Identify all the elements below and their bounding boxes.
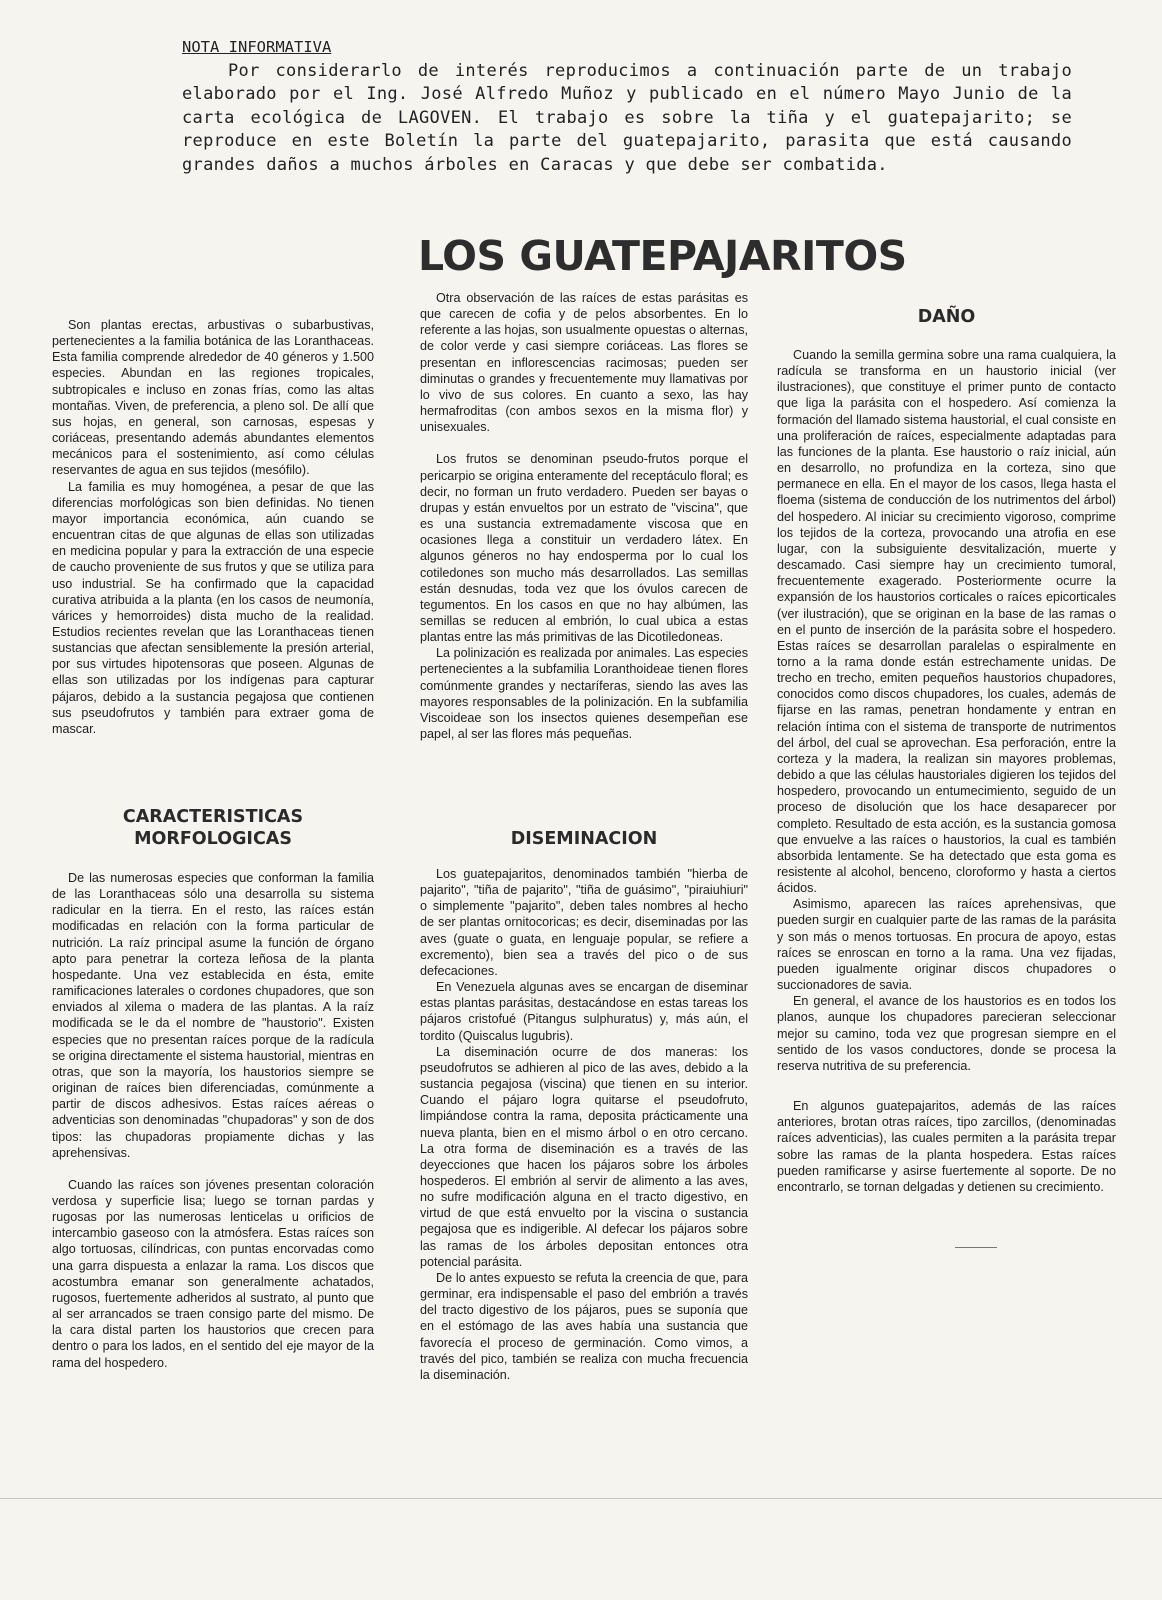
col2-disem-paragraph-2: En Venezuela algunas aves se encargan de diseminar estas plantas parásitas, destacándose en estas tareas los pájaros cristofué (Pitangus sulphuratus) y, más aún, el tordito (Quiscalus lugubris).	[420, 980, 748, 1043]
col3-paragraph-2: Asimismo, aparecen las raíces aprehensivas, que pueden surgir en cualquier parte de las ramas de la parásita y son más o menos tortuosas. En procura de apoyo, estas raíces se enroscan en torno a la rama. Una vez fijadas, pueden igualmente originar discos chupadores o succionadores de savia.	[777, 897, 1116, 993]
column-2-upper	[420, 290, 748, 742]
col3-paragraph-1: Cuando la semilla germina sobre una rama cualquiera, la radícula se transforma en un haustorio inicial (ver ilustraciones), que constituye el primer punto de contacto que liga la parásita con el hospedero. Así comienza la formación del llamado sistema haustorial, el cual consiste en una proliferación de raíces, especialmente adaptadas para las funciones de la planta. Ese haustorio o raíz inicial, aún en desarrollo, no profundiza en la corteza, sino que permanece en ella. En el mayor de los casos, llega hasta el floema (sistema de conducción de los nutrimentos del árbol) del hospedero. Al iniciar su crecimiento vigoroso, comprime los tejidos de la corteza, provocando una atrofia en ese lugar, con la subsiguiente desvitalización, muerte y descamado. Casi siempre hay un crecimiento tumoral, frecuentemente exagerado. Posteriormente ocurre la expansión de los haustorios corticales o raíces epicorticales (ver ilustración), que se originan en la base de las ramas o en el punto de inserción de la parásita sobre el hospedero. Estas raíces se desarrollan paralelas o espiralmente en torno a la rama donde están estrechamente unidas. De trecho en trecho, emiten pequeños haustorios chupadores, conocidos como discos chupadores, los cuales, además de fijarse en las ramas, penetran hondamente y entran en relación íntima con el sistema de transporte de nutrimentos del árbol, del cual se aprovechan. Esa perforación, entre la corteza y la madera, la realizan sin mayores problemas, debido a que las células haustoriales digieren los tejidos del hospedero, provocando un entumecimiento, seguido de un proceso de disolución que los hace desaparecer por completo. Resultado de esta acción, es la sustancia gomosa que envuelve a las raíces o haustorios, la cual es también absorbida lentamente. Se ha detectado que esta goma es resistente al alcohol, benceno, cloroformo y hasta a ciertos ácidos.	[777, 348, 1116, 896]
caracteristicas-heading-line-2: MORFOLOGICAS	[134, 829, 292, 849]
col1-intro-paragraph-2: La familia es muy homogénea, a pesar de que las diferencias morfológicas son bien definidas. No tienen mayor importancia económica, aún cuando se encuentran citas de que algunas de ellas son utilizadas en medicina popular y para la extracción de una especie de caucho proveniente de sus frutos y que se utiliza para uso industrial. Se ha confirmado que la capacidad curativa atribuida a la planta (en los casos de neumonía, várices y hemorroides) dista mucho de la realidad. Estudios recientes revelan que las Loranthaceas tienen sustancias que afectan sensiblemente la presión arterial, por sus virtudes hipotensoras que poseen. Algunas de ellas son utilizadas por los indígenas para capturar pájaros, debido a la sustancia pegajosa que contienen sus pseudofrutos y también para extraer goma de mascar.	[52, 479, 374, 736]
col1-morfo-paragraph-2: Cuando las raíces son jóvenes presentan coloración verdosa y superficie lisa; luego se tornan pardas y rugosas por las numerosas lenticelas u orificios de intercambio gaseoso con la atmósfera. Estas raíces son algo tortuosas, cilíndricas, con puntas encorvadas como una garra dispuesta a enlazar la rama. Los discos que acostumbra emanar son generalmente achatados, rugosos, fuertemente adheridos al sustrato, al punto que al ser arrancados se traen consigo parte del mismo. De la cara distal parten los haustorios que crecen para dentro o para los lados, en el sentido del eje mayor de la rama del hospedero.	[52, 1177, 374, 1370]
column-1-morfologicas	[52, 870, 374, 1371]
col1-morfo-paragraph-1: De las numerosas especies que conforman la familia de las Loranthaceas sólo una desarrolla su sistema radicular en la tierra. En el resto, las raíces están modificadas en relación con la forma particular de nutrición. La raíz principal asume la función de órgano apto para penetrar la corteza leñosa de la planta hospedante. Una vez establecida en ésta, emite ramificaciones laterales o cordones chupadores, que son enviados al xilema o madera de las plantas. A la raíz modificada se le da el nombre de "haustorio". Existen especies que no presentan raíces porque de la radícula se origina directamente el sistema haustorial, mientras en otras, que son la mayoría, los haustorios siempre se originan de raíces bien diferenciadas, comúnmente a partir de discos adhesivos. Estas raíces aéreas o adventicias son denominadas "chupadoras" y son de dos tipos: las chupadoras propiamente dichas y las aprehensivas.	[52, 871, 374, 1160]
column-2-diseminacion	[420, 866, 748, 1383]
nota-body: Por considerarlo de interés reproducimos a continuación parte de un trabajo elaborado por el Ing. José Alfredo Muñoz y publicado en el número Mayo Junio de la carta ecológica de LAGOVEN. El trabajo es sobre la tiña y el guatepajarito; se reproduce en este Boletín la parte del guatepajarito, parasita que está causando grandes daños a muchos árboles en Caracas y que debe ser combatida.	[182, 60, 1072, 175]
col3-paragraph-4: En algunos guatepajaritos, además de las raíces anteriores, brotan otras raíces, tipo zarcillos, (denominadas raíces adventicias), las cuales permiten a la parásita trepar sobre las ramas de la planta hospedera. Estas raíces pueden ramificarse y asirse fuertemente al soporte. De no encontrarlo, se tornan delgadas y detienen su crecimiento.	[777, 1099, 1116, 1194]
col2-paragraph-3: La polinización es realizada por animales. Las especies pertenecientes a la subfamilia Loranthoideae tienen flores comúnmente grandes y nectaríferas, siendo las aves las mayores responsables de la polinización. En la subfamilia Viscoideae son los insectos quienes desempeñan ese papel, al ser las flores más pequeñas.	[420, 646, 748, 742]
col1-intro-paragraph-1: Son plantas erectas, arbustivas o subarbustivas, pertenecientes a la familia botánica de las Loranthaceas. Esta familia comprende alrededor de 40 géneros y 1.500 especies. Abundan en las regiones tropicales, subtropicales e incluso en zonas frías, como las altas montañas. Viven, de preferencia, a pleno sol. De allí que sus hojas, en general, son carnosas, espesas y coriáceas, presentando además abundantes elementos mecánicos para el sostenimiento, así como células reservantes de agua en sus tejidos (mesófilo).	[52, 318, 374, 478]
col3-paragraph-3: En general, el avance de los haustorios es en todos los planos, aunque los chupadores parecieran seleccionar mejor su camino, toda vez que progresan siempre en el sentido de los vasos conductores, donde se procesa la reserva nutritiva de su preferencia.	[777, 994, 1116, 1073]
diseminacion-heading-wrap	[420, 828, 748, 850]
diseminacion-heading: DISEMINACION	[510, 829, 658, 849]
short-rule	[955, 1247, 997, 1248]
col2-paragraph-2: Los frutos se denominan pseudo-frutos porque el pericarpio se origina enteramente del receptáculo floral; es decir, no forman un fruto verdadero. Pueden ser bayas o drupas y están envueltos por un estrato de "viscina", que es una sustancia extremadamente viscosa que en ocasiones llega a constituir un verdadero látex. En algunos géneros no hay endosperma por lo cual los cotiledones son mucho más desarrollados. Las semillas están desnudas, toda vez que los óvulos carecen de tegumentos. En los casos en que no hay albúmen, las semillas se reducen al embrión, lo cual ubica a estas plantas entre las más primitivas de las Dicotiledoneas.	[420, 452, 748, 645]
caracteristicas-heading-line-1: CARACTERISTICAS	[122, 807, 304, 827]
col2-paragraph-1: Otra observación de las raíces de estas parásitas es que carecen de cofia y de pelos absorbentes. En lo referente a las hojas, son usualmente opuestas o alternas, de color verde y casi siempre coriáceas. Las flores se presentan en inflorescencias racimosas; pueden ser diminutas o grandes y frecuentemente muy llamativas por lo vivo de sus colores. En cuanto a sexo, las hay hermafroditas (con ambos sexos en la misma flor) y unisexuales.	[420, 291, 748, 435]
col2-disem-paragraph-1: Los guatepajaritos, denominados también "hierba de pajarito", "tiña de pajarito", "tiña de guásimo", "piraiuhiuri" o simplemente "pajarito", deben tales nombres al hecho de ser plantas ornitocoricas; es decir, diseminadas por las aves (guate o guata, en lenguaje popular, se refiere a excremento), bien sea a través del pico o de sus defecaciones.	[420, 867, 748, 978]
column-3-dano	[777, 347, 1116, 1195]
article-title: LOS GUATEPAJARITOS	[418, 232, 907, 280]
column-1-intro	[52, 317, 374, 737]
col2-disem-paragraph-3: La diseminación ocurre de dos maneras: los pseudofrutos se adhieren al pico de las aves, debido a la sustancia pegajosa (viscina) que tienen en su interior. Cuando el pájaro logra quitarse el pseudofruto, limpiándose contra la rama, deposita prácticamente una nueva planta, bien en el mismo árbol o en otro cercano. La otra forma de diseminación es a través de las deyecciones que hacen los pájaros sobre los árboles hospederos. El embrión al servir de alimento a las aves, no sufre modificación alguna en el tracto digestivo, en virtud de que está envuelto por la viscina o sustancia pegajosa que es indigerible. Al defecar los pájaros sobre las ramas de los árboles depositan entonces otra potencial parásita.	[420, 1044, 748, 1269]
dano-heading: DAÑO	[917, 307, 976, 327]
nota-title: NOTA INFORMATIVA	[182, 38, 332, 56]
col2-disem-paragraph-4: De lo antes expuesto se refuta la creencia de que, para germinar, era indispensable el paso del embrión a través del tracto digestivo de los pájaros, pues se suponía que en el estómago de las aves había una sustancia que favorecía el proceso de germinación. Como vimos, a través del pico, también se realiza con mucha frecuencia la diseminación.	[420, 1270, 748, 1382]
caracteristicas-heading	[52, 806, 374, 850]
page-bottom-rule	[0, 1498, 1162, 1499]
nota-informativa	[182, 36, 1072, 177]
dano-heading-wrap	[777, 306, 1116, 328]
